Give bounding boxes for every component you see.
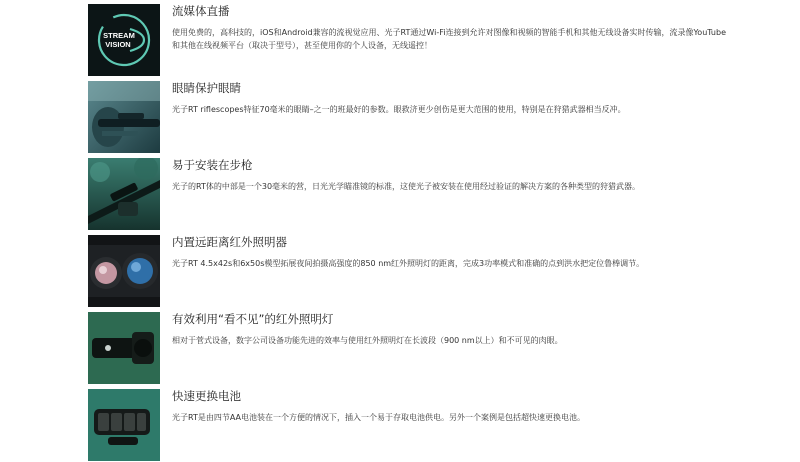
stream-vision-logo-icon bbox=[88, 4, 160, 76]
feature-description: 相对于菅式设备，数字公司设备功能先进的效率与使用红外照明灯在长波段（900 nm以上）和不可见的肉眼。 bbox=[172, 336, 563, 345]
feature-title: 眼睛保护眼睛 bbox=[172, 81, 241, 95]
feature-description: 光子RT 4.5x42s和6x50s模型拓展夜间拍摄高强度的850 nm红外照明灯的距离，完成3功率模式和准确的点到洪水把定位鲁棒调节。 bbox=[172, 259, 645, 268]
feature-invisible-ir bbox=[88, 312, 728, 384]
feature-title: 流媒体直播 bbox=[172, 4, 230, 18]
feature-description: 光子RT riflescopes特征70毫米的眼睛–之一的班最好的参数。眼救济更少创伤是更大范围的使用，特别是在狩猎武器相当反冲。 bbox=[172, 105, 626, 114]
feature-rifle-mount bbox=[88, 158, 728, 230]
feature-title: 有效利用“看不见”的红外照明灯 bbox=[172, 312, 334, 326]
feature-stream-vision bbox=[88, 4, 728, 76]
logo-text-line1: STREAM bbox=[103, 31, 135, 40]
feature-title: 快速更换电池 bbox=[172, 389, 241, 403]
feature-description: 光子RT是由四节AA电池装在一个方便的情况下，插入一个易于存取电池供电。另外一个案例是包括超快速更换电池。 bbox=[172, 413, 586, 422]
feature-title: 易于安装在步枪 bbox=[172, 158, 253, 172]
feature-battery bbox=[88, 389, 728, 461]
battery-photo-icon bbox=[88, 389, 160, 461]
rifle-mount-photo-icon bbox=[88, 158, 160, 230]
logo-text-line2: VISION bbox=[105, 40, 131, 49]
feature-description: 使用免费的，高科技的，iOS和Android兼容的流视觉应用、光子RT通过Wi-Fi连接到允许对图像和视频的智能手机和其他无线设备实时传输，流录像YouTube和其他在线视频平台（取决于型号），甚至使用你的个人设备，无线遥控！ bbox=[172, 28, 727, 50]
eye-protection-photo-icon bbox=[88, 81, 160, 153]
feature-eye-protection bbox=[88, 81, 728, 153]
feature-ir-illuminator bbox=[88, 235, 728, 307]
invisible-ir-photo-icon bbox=[88, 312, 160, 384]
ir-illuminator-photo-icon bbox=[88, 235, 160, 307]
feature-description: 光子的RT体的中部是一个30毫米的营，日光光学瞄准镜的标准，这使光子被安装在使用经过验证的解决方案的各种类型的狩猎武器。 bbox=[172, 182, 641, 191]
feature-title: 内置远距离红外照明器 bbox=[172, 235, 287, 249]
